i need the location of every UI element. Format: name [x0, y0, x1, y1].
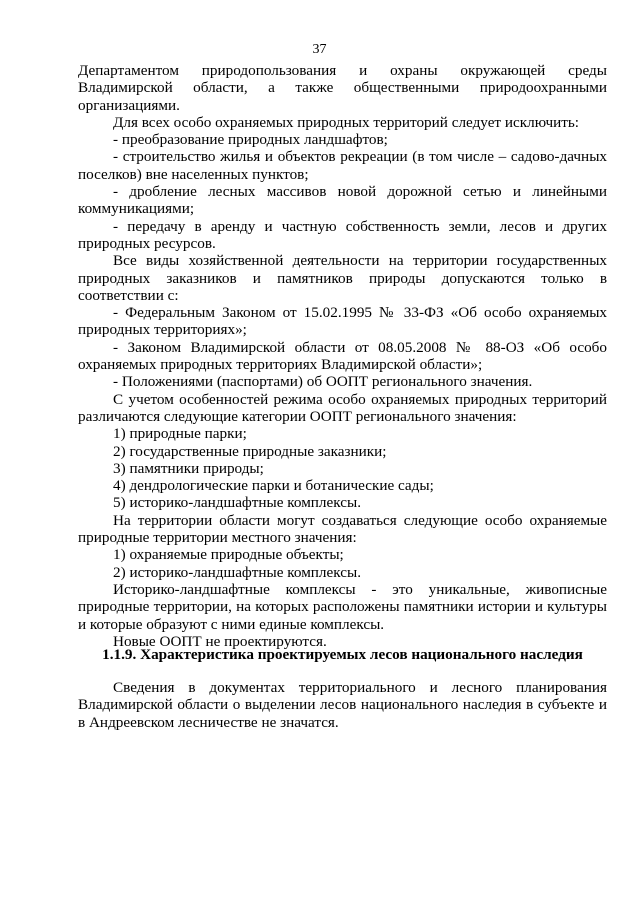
section-body: [78, 679, 607, 731]
list-item-exclusion: - дробление лесных массивов новой дорожной сетью и линейными коммуникациями;: [78, 183, 607, 218]
list-item-category: 3) памятники природы;: [113, 459, 264, 477]
list-item-exclusion: - преобразование природных ландшафтов;: [113, 131, 388, 149]
list-item-category: 5) историко-ландшафтные комплексы.: [113, 494, 361, 512]
list-item-exclusion: - строительство жилья и объектов рекреации (в том числе – садово-дачных поселков) вне населенных пунктов;: [78, 148, 607, 183]
body-text: [78, 62, 607, 650]
list-item-category: 4) дендрологические парки и ботанические сады;: [113, 477, 434, 495]
list-item-exclusion: - передачу в аренду и частную собственность земли, лесов и других природных ресурсов.: [78, 217, 607, 252]
list-item-law: - Законом Владимирской области от 08.05.2008 № 88-ОЗ «Об особо охраняемых природных территориях Владимирской области»;: [78, 338, 607, 374]
list-item-local: 1) охраняемые природные объекты;: [113, 546, 344, 564]
section-heading: 1.1.9. Характеристика проектируемых лесов национального наследия: [102, 646, 583, 663]
list-item-category: 1) природные парки;: [113, 425, 247, 443]
list-item-category: 2) государственные природные заказники;: [113, 442, 387, 460]
list-item-law: - Положениями (паспортами) об ООПТ регионального значения.: [113, 373, 533, 391]
paragraph-landscape-complexes: Историко-ландшафтные комплексы - это уникальные, живописные природные территории, на которых расположены памятники истории и культуры и которые образуют с ними единые комплексы.: [78, 580, 607, 633]
paragraph-national-heritage: Сведения в документах территориального и лесного планирования Владимирской области о выделении лесов национального наследия в субъекте и в Андреевском лесничестве не значатся.: [78, 679, 607, 731]
list-item-local: 2) историко-ландшафтные комплексы.: [113, 563, 361, 581]
paragraph-no-new-oopt: Новые ООПТ не проектируются.: [113, 632, 327, 650]
page-number: 37: [312, 42, 327, 57]
paragraph-activities: Все виды хозяйственной деятельности на территории государственных природных заказников и памятников природы допускаются только в соответствии с:: [78, 252, 607, 304]
paragraph-local-intro: На территории области могут создаваться следующие особо охраняемые природные территории местного значения:: [78, 511, 607, 547]
paragraph-exclusions-intro: Для всех особо охраняемых природных территорий следует исключить:: [113, 113, 580, 131]
paragraph-categories-intro: С учетом особенностей режима особо охраняемых природных территорий различаются следующие категории ООПТ регионального значения:: [78, 390, 607, 425]
list-item-law: - Федеральным Законом от 15.02.1995 № 33-ФЗ «Об особо охраняемых природных территориях»;: [78, 304, 607, 339]
paragraph-intro-continuation: Департаментом природопользования и охраны окружающей среды Владимирской области, а также общественными природоохранными организациями.: [78, 62, 607, 114]
